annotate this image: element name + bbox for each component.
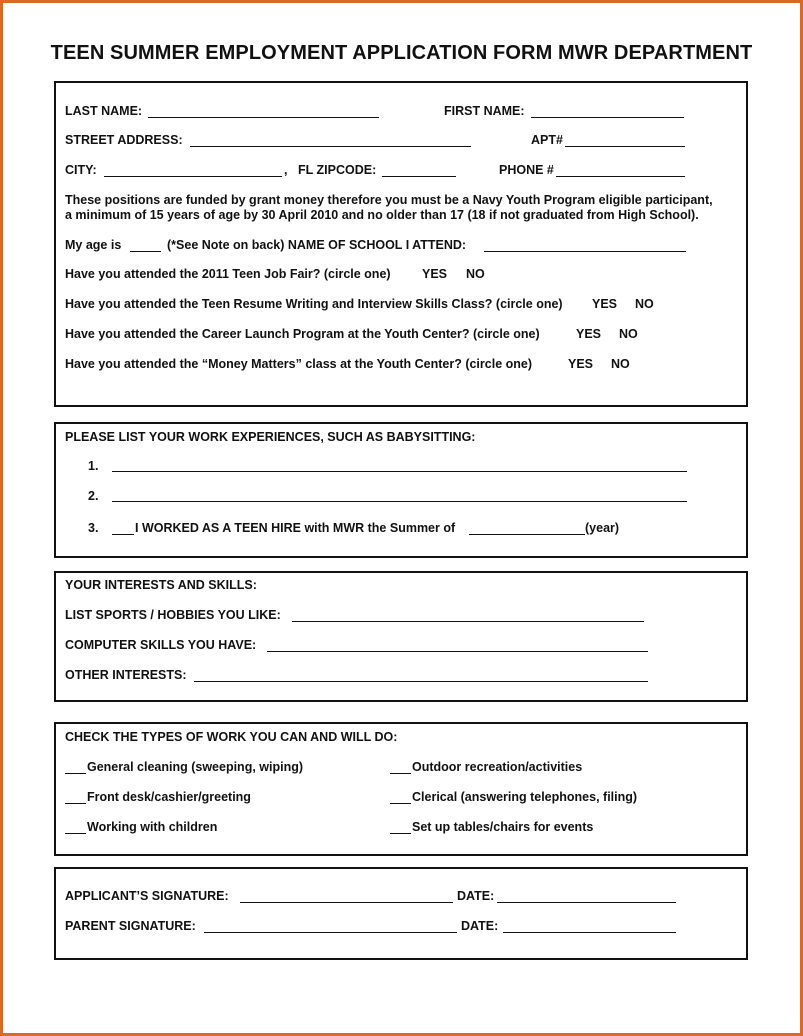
- money-matters-yes[interactable]: YES: [568, 357, 594, 371]
- sports-hobbies-label: LIST SPORTS / HOBBIES YOU LIKE:: [65, 608, 281, 622]
- set-up-tables-label: Set up tables/chairs for events: [412, 820, 594, 834]
- city-field[interactable]: [104, 176, 282, 177]
- outdoor-recreation-label: Outdoor recreation/activities: [412, 760, 583, 774]
- zipcode-label: FL ZIPCODE:: [298, 163, 377, 177]
- clerical-label: Clerical (answering telephones, filing): [412, 790, 638, 804]
- teen-hire-year-field[interactable]: [469, 534, 585, 535]
- working-with-children-label: Working with children: [87, 820, 218, 834]
- applicant-signature-field[interactable]: [240, 902, 453, 903]
- parent-date-label: DATE:: [461, 919, 499, 933]
- question-career-launch: Have you attended the Career Launch Program at the Youth Center? (circle one): [65, 327, 540, 341]
- apt-label: APT#: [531, 133, 563, 147]
- teen-hire-check-field[interactable]: [112, 534, 134, 535]
- applicant-signature-label: APPLICANT’S SIGNATURE:: [65, 889, 229, 903]
- parent-signature-label: PARENT SIGNATURE:: [65, 919, 196, 933]
- clerical-check[interactable]: [390, 803, 411, 804]
- street-address-field[interactable]: [190, 146, 471, 147]
- school-field[interactable]: [484, 251, 686, 252]
- city-separator: ,: [284, 163, 288, 177]
- outdoor-recreation-check[interactable]: [390, 773, 411, 774]
- front-desk-check[interactable]: [65, 803, 86, 804]
- teen-hire-label: I WORKED AS A TEEN HIRE with MWR the Summer of: [135, 521, 456, 535]
- eligibility-notice-line2: a minimum of 15 years of age by 30 April 2010 and no older than 17 (18 if not graduated from High School).: [65, 208, 699, 222]
- applicant-date-label: DATE:: [457, 889, 495, 903]
- zipcode-field[interactable]: [382, 176, 456, 177]
- age-field[interactable]: [130, 251, 161, 252]
- teen-hire-year-suffix: (year): [585, 521, 620, 535]
- question-resume-class: Have you attended the Teen Resume Writing and Interview Skills Class? (circle one): [65, 297, 563, 311]
- resume-class-no[interactable]: NO: [635, 297, 654, 311]
- street-address-label: STREET ADDRESS:: [65, 133, 183, 147]
- resume-class-yes[interactable]: YES: [592, 297, 618, 311]
- working-with-children-check[interactable]: [65, 833, 86, 834]
- parent-signature-field[interactable]: [204, 932, 457, 933]
- first-name-label: FIRST NAME:: [444, 104, 525, 118]
- teen-job-fair-yes[interactable]: YES: [422, 267, 448, 281]
- experience-item-2-number: 2.: [88, 489, 99, 503]
- work-types-heading: CHECK THE TYPES OF WORK YOU CAN AND WILL DO:: [65, 730, 398, 744]
- computer-skills-field[interactable]: [267, 651, 648, 652]
- experience-item-2-field[interactable]: [112, 501, 687, 502]
- parent-date-field[interactable]: [503, 932, 676, 933]
- age-label: My age is: [65, 238, 122, 252]
- city-label: CITY:: [65, 163, 97, 177]
- work-experience-heading: PLEASE LIST YOUR WORK EXPERIENCES, SUCH AS BABYSITTING:: [65, 430, 476, 444]
- experience-item-1-field[interactable]: [112, 471, 687, 472]
- signatures-section: [54, 867, 748, 960]
- set-up-tables-check[interactable]: [390, 833, 411, 834]
- school-label: (*See Note on back) NAME OF SCHOOL I ATTEND:: [167, 238, 467, 252]
- first-name-field[interactable]: [531, 117, 684, 118]
- front-desk-label: Front desk/cashier/greeting: [87, 790, 251, 804]
- computer-skills-label: COMPUTER SKILLS YOU HAVE:: [65, 638, 257, 652]
- other-interests-field[interactable]: [194, 681, 648, 682]
- last-name-field[interactable]: [148, 117, 379, 118]
- phone-field[interactable]: [556, 176, 685, 177]
- other-interests-label: OTHER INTERESTS:: [65, 668, 187, 682]
- last-name-label: LAST NAME:: [65, 104, 143, 118]
- experience-item-1-number: 1.: [88, 459, 99, 473]
- applicant-date-field[interactable]: [497, 902, 676, 903]
- apt-field[interactable]: [565, 146, 685, 147]
- teen-job-fair-no[interactable]: NO: [466, 267, 485, 281]
- career-launch-no[interactable]: NO: [619, 327, 638, 341]
- money-matters-no[interactable]: NO: [611, 357, 630, 371]
- general-cleaning-check[interactable]: [65, 773, 86, 774]
- experience-item-3-number: 3.: [88, 521, 99, 535]
- career-launch-yes[interactable]: YES: [576, 327, 602, 341]
- general-cleaning-label: General cleaning (sweeping, wiping): [87, 760, 304, 774]
- question-money-matters: Have you attended the “Money Matters” class at the Youth Center? (circle one): [65, 357, 533, 371]
- interests-heading: YOUR INTERESTS AND SKILLS:: [65, 578, 257, 592]
- sports-hobbies-field[interactable]: [292, 621, 644, 622]
- phone-label: PHONE #: [499, 163, 554, 177]
- eligibility-notice-line1: These positions are funded by grant money therefore you must be a Navy Youth Program eligible participant,: [65, 193, 713, 207]
- question-teen-job-fair: Have you attended the 2011 Teen Job Fair? (circle one): [65, 267, 391, 281]
- form-title: TEEN SUMMER EMPLOYMENT APPLICATION FORM MWR DEPARTMENT: [50, 42, 753, 64]
